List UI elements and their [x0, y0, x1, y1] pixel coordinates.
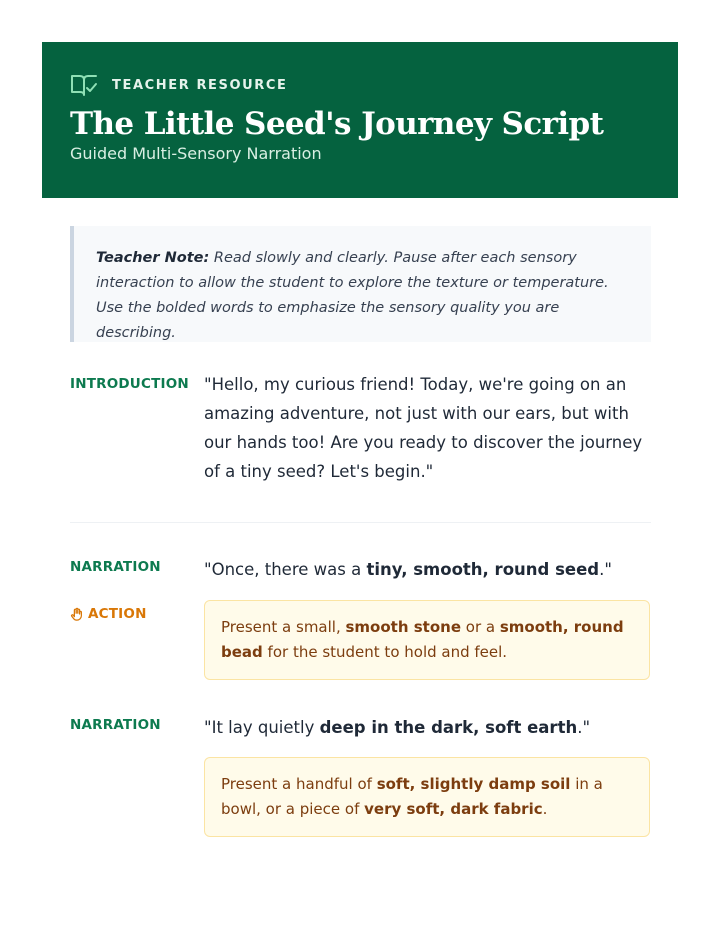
eyebrow	[70, 72, 650, 98]
teacher-note	[70, 226, 651, 342]
action-box: Present a handful of soft, slightly damp soil in a bowl, or a piece of very soft, dark fabric.	[204, 757, 650, 837]
page-subtitle: Guided Multi-Sensory Narration	[70, 144, 322, 163]
narration-text: "It lay quietly deep in the dark, soft earth."	[204, 718, 591, 737]
introduction-text: "Hello, my curious friend! Today, we're going on an amazing adventure, not just with our ears, but with our hands too! Are you ready to discover the journey of a tiny seed? Let's begin."	[204, 375, 643, 481]
narration-text: "Once, there was a tiny, smooth, round seed."	[204, 560, 612, 579]
page-title: The Little Seed's Journey Script	[70, 106, 604, 142]
narration-label: NARRATION	[70, 559, 161, 575]
action-box: Present a small, smooth stone or a smooth, round bead for the student to hold and feel.	[204, 600, 650, 680]
narration-label: NARRATION	[70, 717, 161, 733]
header-banner	[42, 42, 678, 198]
action-label: ACTION	[70, 606, 147, 622]
eyebrow-label: TEACHER RESOURCE	[112, 77, 288, 93]
section-divider	[70, 522, 651, 523]
hand-icon	[70, 607, 84, 621]
introduction-label: INTRODUCTION	[70, 376, 189, 392]
book-check-icon	[70, 73, 98, 97]
teacher-note-label: Teacher Note:	[96, 250, 210, 266]
teacher-note-text: Read slowly and clearly. Pause after each sensory interaction to allow the student to explore the texture or temperature. Use the bolded words to emphasize the sensory quality you are describing.	[96, 250, 609, 341]
